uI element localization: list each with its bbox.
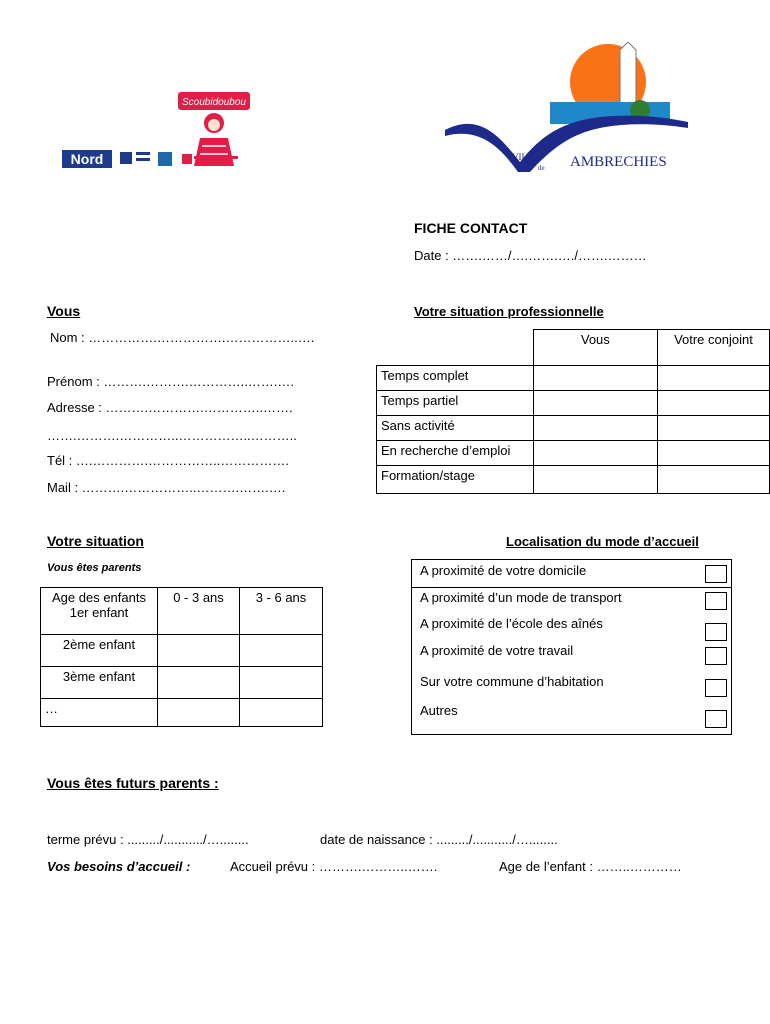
svg-text:Scoubidoubou: Scoubidoubou — [182, 97, 246, 108]
header-3-6: 3 - 6 ans — [240, 588, 323, 635]
option-row — [412, 588, 731, 613]
row-label: … — [41, 699, 158, 727]
option-label: A proximité d’un mode de transport — [420, 590, 622, 605]
votre-situation-heading: Votre situation — [47, 533, 144, 549]
row-label: En recherche d’emploi — [377, 441, 534, 466]
row-label: Sans activité — [377, 416, 534, 441]
table-cell[interactable] — [657, 416, 769, 441]
checkbox-autres[interactable] — [705, 710, 727, 728]
option-label: A proximité de l’école des aînés — [420, 616, 603, 631]
option-label: A proximité de votre travail — [420, 643, 574, 658]
table-cell[interactable] — [158, 667, 240, 699]
situation-pro-heading: Votre situation professionnelle — [414, 304, 604, 319]
adresse-field[interactable]: Adresse : ……….………….…………..……. — [47, 400, 293, 415]
row-label: Temps complet — [377, 366, 534, 391]
age-header — [41, 588, 158, 635]
option-label: A proximité de votre domicile — [420, 563, 587, 578]
table-cell[interactable] — [533, 366, 657, 391]
option-row — [412, 641, 731, 669]
page-title: FICHE CONTACT — [414, 220, 528, 236]
prenom-field[interactable]: Prénom : ……….……….…………..…….…. — [47, 374, 295, 389]
table-cell[interactable] — [657, 441, 769, 466]
age-header-label: Age des enfants — [52, 590, 146, 605]
row-label: 3ème enfant — [41, 667, 158, 699]
mail-field[interactable]: Mail : ……….……………..……….…….…. — [47, 480, 286, 495]
row-label: Formation/stage — [377, 466, 534, 494]
partner-logos — [62, 88, 252, 173]
futurs-parents-heading: Vous êtes futurs parents : — [47, 775, 219, 791]
row-label: Temps partiel — [377, 391, 534, 416]
table-cell[interactable] — [657, 391, 769, 416]
vous-heading: Vous — [47, 303, 81, 319]
naissance-field[interactable]: date de naissance : ........./.........../…........ — [320, 832, 558, 847]
checkbox-ecole[interactable] — [705, 623, 727, 641]
tel-field[interactable]: Tél : ….………….……………..……………. — [47, 453, 289, 468]
row-label: 2ème enfant — [41, 635, 158, 667]
option-row — [412, 560, 731, 588]
table-cell[interactable] — [657, 366, 769, 391]
option-row — [412, 670, 731, 702]
table-cell[interactable] — [158, 699, 240, 727]
checkbox-commune[interactable] — [705, 679, 727, 697]
column-vous: Vous — [533, 330, 657, 366]
date-field[interactable]: Date : …….……/….…….…./…….……… — [414, 248, 647, 263]
option-row — [412, 702, 731, 733]
nord-logo-text: Nord — [70, 151, 104, 167]
table-cell[interactable] — [240, 667, 323, 699]
table-cell[interactable] — [657, 466, 769, 494]
nom-field[interactable]: Nom : …………….…………….……………..…. — [50, 330, 315, 345]
checkbox-travail[interactable] — [705, 647, 727, 665]
scoubidou-logo-image — [62, 88, 252, 173]
localisation-heading: Localisation du mode d’accueil — [506, 534, 699, 549]
adresse-line2-field[interactable]: …….……….…………..……………..……….. — [47, 428, 297, 443]
ambrechies-text: AMBRECHIES — [570, 154, 667, 170]
enfants-table — [40, 587, 323, 727]
column-conjoint: Votre conjoint — [657, 330, 769, 366]
checkbox-transport[interactable] — [705, 592, 727, 610]
ville-ambrechies-logo — [440, 42, 690, 177]
terme-field[interactable]: terme prévu : ........./.........../…........ — [47, 832, 249, 847]
de-text: de — [538, 164, 545, 172]
table-cell[interactable] — [158, 635, 240, 667]
accueil-field[interactable]: Accueil prévu : ……….………..……. — [230, 859, 438, 874]
option-label: Sur votre commune d’habitation — [420, 674, 604, 689]
situation-pro-table — [376, 329, 770, 494]
table-cell[interactable] — [240, 699, 323, 727]
checkbox-domicile[interactable] — [705, 565, 727, 583]
table-cell[interactable] — [533, 416, 657, 441]
option-label: Autres — [420, 703, 458, 718]
table-cell[interactable] — [533, 441, 657, 466]
header-0-3: 0 - 3 ans — [158, 588, 240, 635]
besoins-label: Vos besoins d’accueil : — [47, 859, 191, 874]
table-cell[interactable] — [533, 391, 657, 416]
table-cell[interactable] — [240, 635, 323, 667]
parents-subheading: Vous êtes parents — [47, 562, 142, 574]
row-label: 1er enfant — [69, 605, 129, 620]
ville-text: VILLE — [512, 152, 538, 162]
age-enfant-field[interactable]: Age de l’enfant : ……..………… — [499, 859, 682, 874]
localisation-box — [411, 559, 732, 735]
option-row — [412, 614, 731, 640]
table-cell[interactable] — [533, 466, 657, 494]
